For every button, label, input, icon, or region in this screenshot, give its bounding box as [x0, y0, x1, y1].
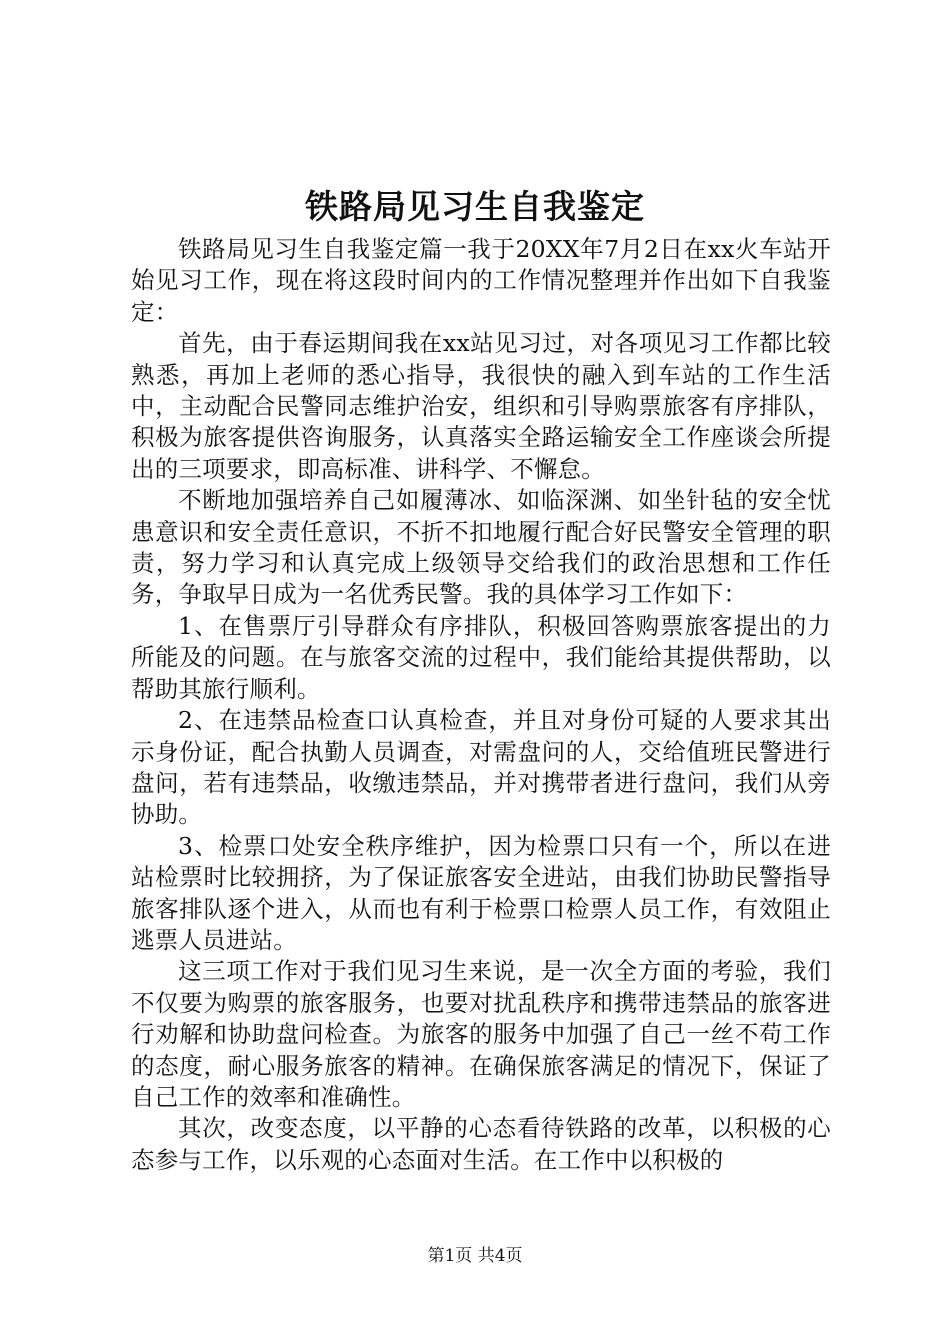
- paragraph-item-2: 2、在违禁品检查口认真检查，并且对身份可疑的人要求其出示身份证，配合执勤人员调查，对需盘问的人，交给值班民警进行盘问，若有违禁品，收缴违禁品，并对携带者进行盘问，我们从旁协助。: [131, 706, 831, 829]
- paragraph-safety-awareness: 不断地加强培养自己如履薄冰、如临深渊、如坐针毡的安全忧患意识和安全责任意识，不折不扣地履行配合好民警安全管理的职责，努力学习和认真完成上级领导交给我们的政治思想和工作任务，争取早日成为一名优秀民警。我的具体学习工作如下：: [131, 486, 831, 609]
- paragraph-summary: 这三项工作对于我们见习生来说，是一次全方面的考验，我们不仅要为购票的旅客服务，也要对扰乱秩序和携带违禁品的旅客进行劝解和协助盘问检查。为旅客的服务中加强了自己一丝不苟工作的态度，耐心服务旅客的精神。在确保旅客满足的情况下，保证了自己工作的效率和准确性。: [131, 957, 831, 1111]
- document-title: 铁路局见习生自我鉴定: [305, 187, 645, 226]
- page-number-footer: 第1页 共4页: [427, 1246, 523, 1266]
- paragraph-item-1: 1、在售票厅引导群众有序排队，积极回答购票旅客提出的力所能及的问题。在与旅客交流的过程中，我们能给其提供帮助，以帮助其旅行顺利。: [131, 611, 831, 703]
- paragraph-first: 首先，由于春运期间我在xx站见习过，对各项见习工作都比较熟悉，再加上老师的悉心指导，我很快的融入到车站的工作生活中，主动配合民警同志维护治安，组织和引导购票旅客有序排队，积极为旅客提供咨询服务，认真落实全路运输安全工作座谈会所提出的三项要求，即高标准、讲科学、不懈怠。: [131, 329, 831, 483]
- paragraph-item-3: 3、检票口处安全秩序维护，因为检票口只有一个，所以在进站检票时比较拥挤，为了保证旅客安全进站，由我们协助民警指导旅客排队逐个进入，从而也有利于检票口检票人员工作，有效阻止逃票人员进站。: [131, 831, 831, 954]
- paragraph-intro: 铁路局见习生自我鉴定篇一我于20XX年7月2日在xx火车站开始见习工作，现在将这段时间内的工作情况整理并作出如下自我鉴定：: [131, 235, 831, 326]
- paragraph-second: 其次，改变态度，以平静的心态看待铁路的改革，以积极的心态参与工作，以乐观的心态面对生活。在工作中以积极的: [131, 1114, 831, 1174]
- document-body: [131, 234, 831, 1176]
